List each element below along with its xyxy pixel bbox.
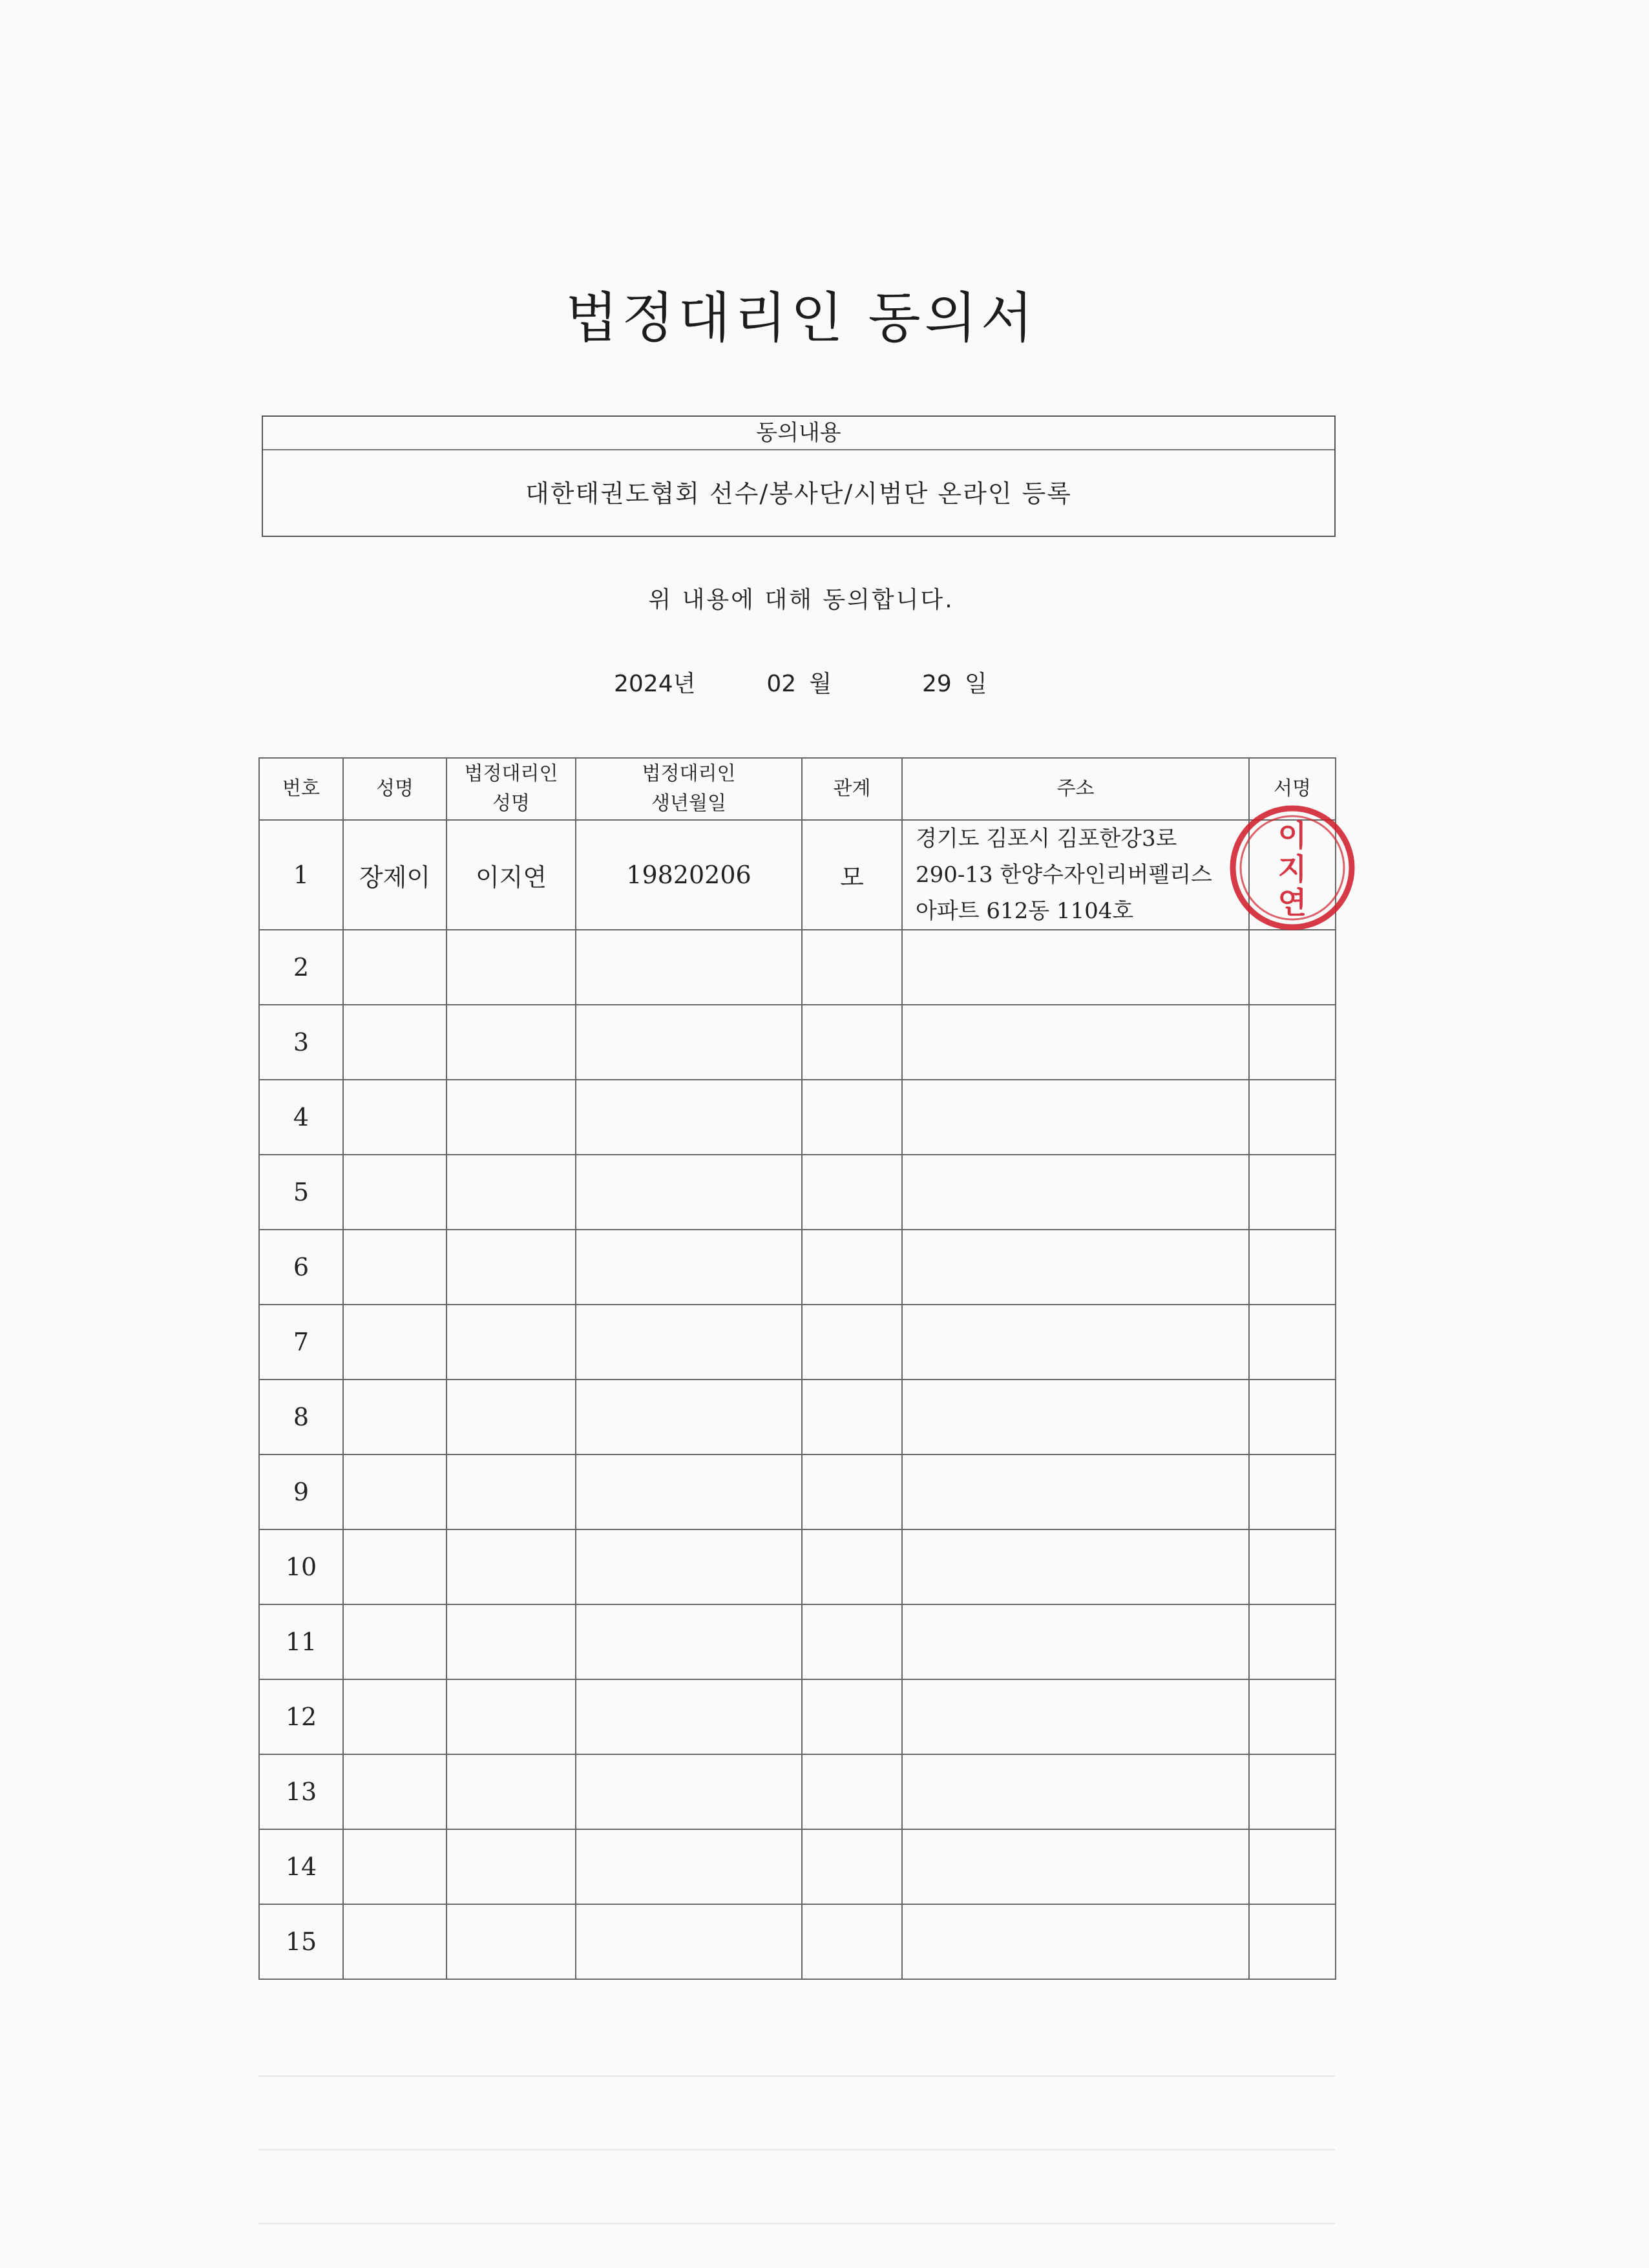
table-row <box>259 1679 1336 1754</box>
row-signature <box>1249 1305 1336 1380</box>
row-address <box>902 1754 1249 1829</box>
row-relation <box>802 1454 902 1529</box>
row-signature <box>1249 1529 1336 1604</box>
header-guardian-name-line1: 법정대리인 <box>464 762 558 785</box>
row-guardian-name <box>446 1155 576 1230</box>
row-relation <box>802 1829 902 1904</box>
row-address <box>902 1679 1249 1754</box>
row-name <box>343 1754 446 1829</box>
table-row <box>259 1754 1336 1829</box>
row-relation <box>802 1679 902 1754</box>
row-relation <box>802 1305 902 1380</box>
row-name <box>343 1829 446 1904</box>
row-guardian-birth <box>576 930 802 1005</box>
header-signature: 서명 <box>1249 758 1336 820</box>
row-address <box>902 1080 1249 1155</box>
row-signature <box>1249 1155 1336 1230</box>
table-header-row <box>259 758 1336 820</box>
row-address <box>902 1230 1249 1305</box>
date-day-unit: 일 <box>964 671 987 697</box>
row-address <box>902 1005 1249 1080</box>
row-signature <box>1249 1454 1336 1529</box>
row-guardian-name <box>446 1305 576 1380</box>
row-no: 13 <box>259 1754 343 1829</box>
table-row <box>259 1005 1336 1080</box>
row-guardian-name <box>446 1230 576 1305</box>
row-no: 1 <box>259 820 343 930</box>
row-name <box>343 1904 446 1979</box>
row-guardian-name <box>446 1904 576 1979</box>
date-line <box>614 666 987 698</box>
row-guardian-name: 이지연 <box>446 820 576 930</box>
row-name <box>343 1080 446 1155</box>
row-guardian-birth <box>576 1005 802 1080</box>
row-name <box>343 1230 446 1305</box>
seal-text: 이 지 연 <box>1277 818 1307 920</box>
row-relation: 모 <box>802 820 902 930</box>
header-relation: 관계 <box>802 758 902 820</box>
table-row <box>259 820 1336 930</box>
table-row <box>259 1380 1336 1454</box>
row-no: 9 <box>259 1454 343 1529</box>
registration-table <box>258 757 1336 1980</box>
row-name <box>343 1454 446 1529</box>
row-no: 8 <box>259 1380 343 1454</box>
row-address <box>902 1529 1249 1604</box>
row-relation <box>802 930 902 1005</box>
address-line-1: 경기도 김포시 김포한강3로 <box>916 826 1177 852</box>
row-guardian-birth <box>576 1679 802 1754</box>
row-address <box>902 1155 1249 1230</box>
consent-content: 대한태권도협회 선수/봉사단/시범단 온라인 등록 <box>525 479 1072 508</box>
row-relation <box>802 1529 902 1604</box>
row-guardian-birth <box>576 1305 802 1380</box>
row-name <box>343 1529 446 1604</box>
row-no: 6 <box>259 1230 343 1305</box>
row-guardian-birth <box>576 1080 802 1155</box>
table-row <box>259 1904 1336 1979</box>
row-guardian-birth <box>576 1904 802 1979</box>
table-row <box>259 1829 1336 1904</box>
date-year: 2024년 <box>614 671 696 697</box>
row-name <box>343 1305 446 1380</box>
row-guardian-name <box>446 930 576 1005</box>
row-name: 장제이 <box>343 820 446 930</box>
row-no: 12 <box>259 1679 343 1754</box>
agreement-statement: 위 내용에 대해 동의합니다. <box>648 587 954 613</box>
row-guardian-birth <box>576 1829 802 1904</box>
row-no: 10 <box>259 1529 343 1604</box>
row-guardian-name <box>446 1380 576 1454</box>
row-name <box>343 1155 446 1230</box>
row-guardian-birth <box>576 1155 802 1230</box>
row-signature <box>1249 930 1336 1005</box>
header-guardian-birth <box>576 758 802 820</box>
address-line-3: 아파트 612동 1104호 <box>916 898 1134 924</box>
row-relation <box>802 1005 902 1080</box>
header-guardian-name <box>446 758 576 820</box>
row-relation <box>802 1155 902 1230</box>
row-name <box>343 1005 446 1080</box>
row-guardian-name <box>446 1829 576 1904</box>
row-name <box>343 1604 446 1679</box>
date-month: 02 <box>766 671 797 697</box>
row-address <box>902 1380 1249 1454</box>
table-row <box>259 1230 1336 1305</box>
row-guardian-name <box>446 1005 576 1080</box>
row-relation <box>802 1604 902 1679</box>
row-address <box>902 1829 1249 1904</box>
row-no: 3 <box>259 1005 343 1080</box>
row-relation <box>802 1904 902 1979</box>
header-guardian-birth-line1: 법정대리인 <box>642 762 736 785</box>
row-relation <box>802 1380 902 1454</box>
row-no: 2 <box>259 930 343 1005</box>
row-relation <box>802 1080 902 1155</box>
date-month-unit: 월 <box>809 671 832 697</box>
row-no: 15 <box>259 1904 343 1979</box>
row-address <box>902 1604 1249 1679</box>
row-guardian-birth <box>576 1230 802 1305</box>
row-signature <box>1249 1829 1336 1904</box>
row-signature <box>1249 1380 1336 1454</box>
signature-seal-stamp <box>1228 803 1357 932</box>
row-signature <box>1249 1230 1336 1305</box>
row-signature <box>1249 1005 1336 1080</box>
row-guardian-birth <box>576 1454 802 1529</box>
date-day: 29 <box>922 671 952 697</box>
table-row <box>259 1454 1336 1529</box>
row-guardian-name <box>446 1529 576 1604</box>
row-signature <box>1249 1080 1336 1155</box>
row-address <box>902 1454 1249 1529</box>
row-address <box>902 820 1249 930</box>
row-name <box>343 1679 446 1754</box>
row-guardian-birth <box>576 1604 802 1679</box>
row-no: 7 <box>259 1305 343 1380</box>
row-no: 11 <box>259 1604 343 1679</box>
row-guardian-name <box>446 1080 576 1155</box>
consent-header: 동의내용 <box>263 417 1334 450</box>
header-address: 주소 <box>902 758 1249 820</box>
row-no: 4 <box>259 1080 343 1155</box>
row-guardian-name <box>446 1754 576 1829</box>
header-no: 번호 <box>259 758 343 820</box>
row-guardian-birth <box>576 1529 802 1604</box>
consent-box <box>262 415 1336 537</box>
table-row <box>259 1080 1336 1155</box>
row-guardian-birth: 19820206 <box>576 820 802 930</box>
address-line-2: 290-13 한양수자인리버펠리스 <box>916 862 1212 888</box>
row-signature <box>1249 1604 1336 1679</box>
row-guardian-name <box>446 1679 576 1754</box>
row-no: 5 <box>259 1155 343 1230</box>
row-signature <box>1249 1904 1336 1979</box>
row-signature <box>1249 1754 1336 1829</box>
header-name: 성명 <box>343 758 446 820</box>
row-address <box>902 930 1249 1005</box>
row-guardian-birth <box>576 1754 802 1829</box>
row-guardian-name <box>446 1454 576 1529</box>
table-row <box>259 1529 1336 1604</box>
row-relation <box>802 1230 902 1305</box>
row-name <box>343 1380 446 1454</box>
document-title: 법정대리인 동의서 <box>565 286 1037 350</box>
header-guardian-name-line2: 성명 <box>492 792 530 815</box>
row-guardian-name <box>446 1604 576 1679</box>
table-row <box>259 1604 1336 1679</box>
table-row <box>259 930 1336 1005</box>
bleed-through-lines <box>258 2003 1335 2249</box>
header-guardian-birth-line2: 생년월일 <box>651 792 726 815</box>
row-signature <box>1249 1679 1336 1754</box>
row-address <box>902 1305 1249 1380</box>
row-guardian-birth <box>576 1380 802 1454</box>
table-row <box>259 1305 1336 1380</box>
table-row <box>259 1155 1336 1230</box>
row-relation <box>802 1754 902 1829</box>
row-no: 14 <box>259 1829 343 1904</box>
row-address <box>902 1904 1249 1979</box>
row-name <box>343 930 446 1005</box>
